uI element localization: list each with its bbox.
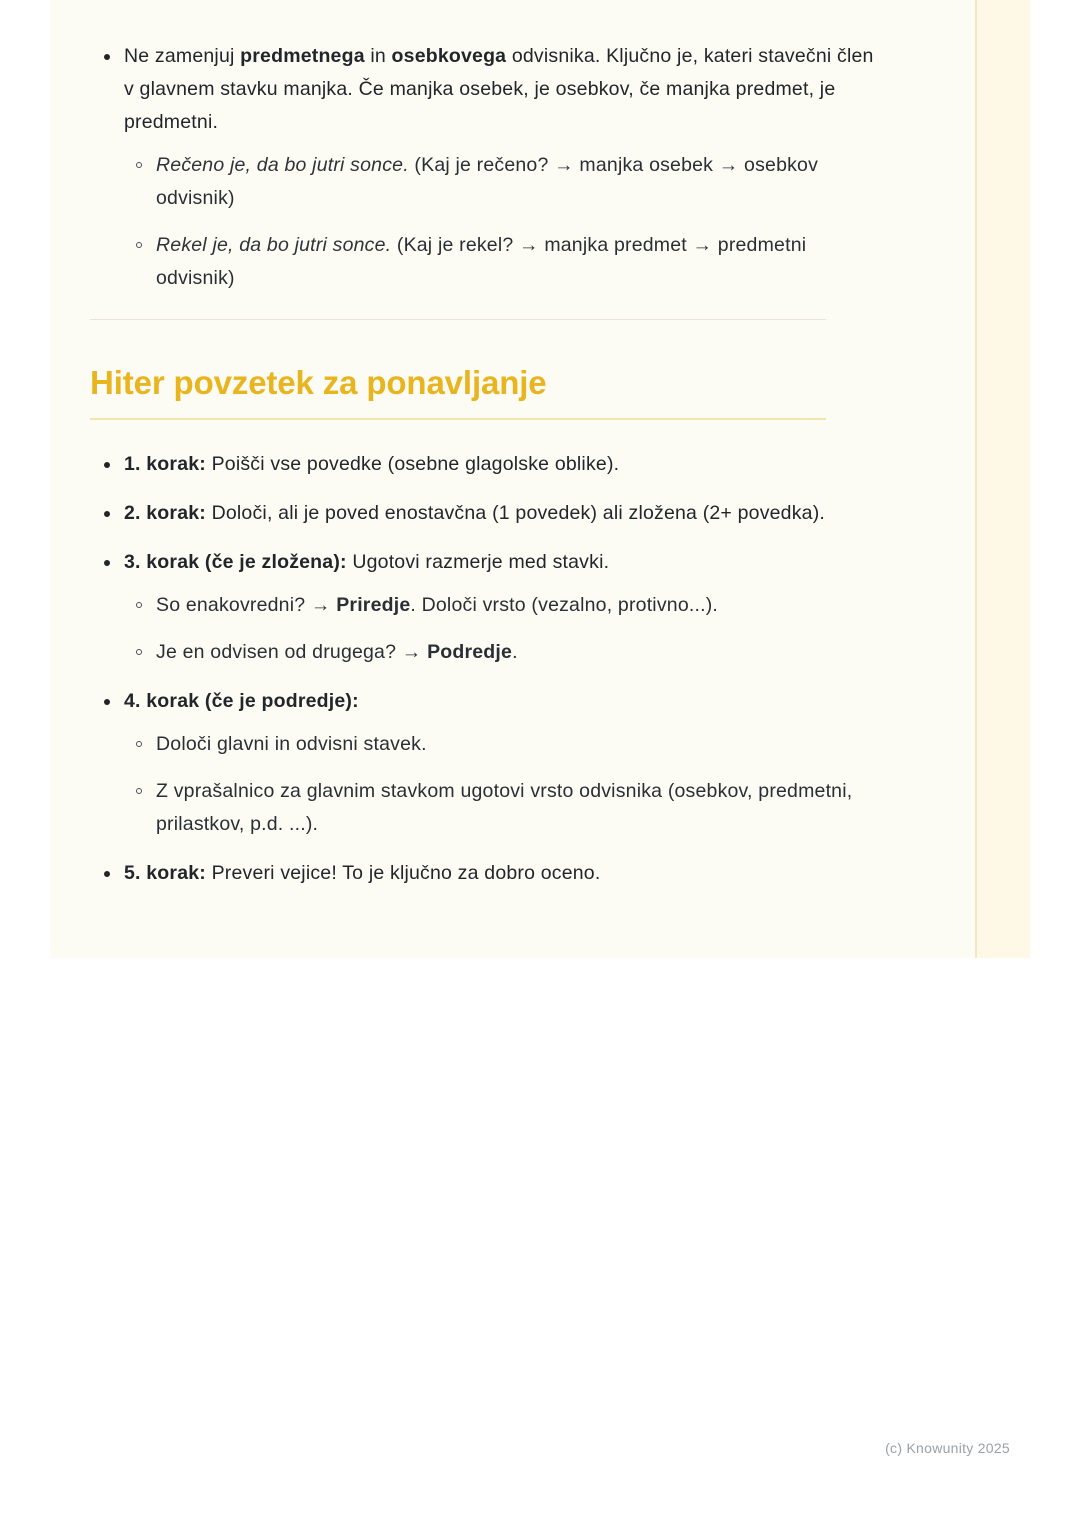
list-item bbox=[90, 685, 880, 841]
sub-bullet-list bbox=[124, 149, 880, 295]
text-run: Ugotovi razmerje med stavki. bbox=[346, 550, 610, 573]
bullet-marker bbox=[124, 551, 609, 573]
text-run: Določi glavni in odvisni stavek. bbox=[156, 732, 427, 755]
summary-bullet-list bbox=[90, 448, 880, 890]
bullet-marker bbox=[124, 690, 359, 712]
bullet-marker bbox=[124, 502, 825, 524]
sub-bullet-list bbox=[124, 589, 880, 669]
text-run: Ne zamenjuj bbox=[124, 45, 241, 67]
sub-list-item bbox=[124, 728, 880, 761]
sub-bullet-marker bbox=[156, 234, 806, 289]
list-item bbox=[90, 497, 880, 530]
emphasis-bold: 3. korak (če je zložena): bbox=[124, 550, 347, 573]
document-page-card bbox=[50, 0, 1030, 958]
bullet-marker bbox=[124, 453, 619, 475]
bullet-marker bbox=[124, 862, 600, 884]
emphasis-bold: Podredje bbox=[427, 640, 513, 663]
document-content bbox=[90, 40, 880, 906]
emphasis-italic: Rečeno je, da bo jutri sonce. bbox=[156, 154, 409, 176]
sub-list-item bbox=[124, 589, 880, 622]
emphasis-bold: Priredje bbox=[336, 593, 411, 616]
text-run: Preveri vejice! To je ključno za dobro oceno. bbox=[205, 861, 601, 884]
intro-bullet-list bbox=[90, 40, 880, 295]
text-run: So enakovredni? → bbox=[156, 593, 337, 616]
emphasis-bold: 2. korak: bbox=[124, 501, 206, 524]
text-run: . bbox=[512, 640, 518, 663]
list-item bbox=[90, 448, 880, 481]
text-run: Poišči vse povedke (osebne glagolske oblike). bbox=[205, 452, 620, 475]
sub-list-item bbox=[124, 149, 880, 215]
sub-bullet-marker bbox=[156, 154, 818, 209]
page-title: Hiter povzetek za ponavljanje bbox=[90, 364, 547, 401]
sub-bullet-marker bbox=[156, 594, 718, 616]
text-run: . Določi vrsto (vezalno, protivno...). bbox=[410, 593, 718, 616]
text-run: (Kaj je rekel? → manjka predmet → predmetni odvisnik) bbox=[156, 234, 807, 289]
sub-bullet-marker bbox=[156, 733, 427, 755]
list-item bbox=[90, 546, 880, 669]
list-item bbox=[90, 857, 880, 890]
page-right-accent-strip bbox=[975, 0, 1030, 958]
bullet-marker bbox=[124, 45, 874, 133]
emphasis-italic: Rekel je, da bo jutri sonce. bbox=[156, 234, 392, 256]
text-run: odvisnika. Ključno je, kateri stavečni člen v glavnem stavku manjka. Če manjka osebek, je osebkov, če manjka predmet, je predmetni. bbox=[124, 45, 874, 133]
text-run: Je en odvisen od drugega? → bbox=[156, 640, 428, 663]
sub-list-item bbox=[124, 636, 880, 669]
emphasis-bold: predmetnega bbox=[240, 45, 365, 67]
sub-bullet-marker bbox=[156, 780, 852, 835]
heading-underline bbox=[90, 418, 826, 420]
text-run: (Kaj je rečeno? → manjka osebek → osebkov odvisnik) bbox=[156, 154, 819, 209]
sub-bullet-list bbox=[124, 728, 880, 841]
emphasis-bold: osebkovega bbox=[391, 45, 507, 67]
text-run: in bbox=[364, 45, 392, 67]
sub-list-item bbox=[124, 775, 880, 841]
sub-bullet-marker bbox=[156, 641, 518, 663]
emphasis-bold: 5. korak: bbox=[124, 861, 206, 884]
copyright-footer: (c) Knowunity 2025 bbox=[885, 1440, 1010, 1456]
section-divider bbox=[90, 319, 826, 320]
sub-list-item bbox=[124, 229, 880, 295]
list-item bbox=[90, 40, 880, 295]
emphasis-bold: 1. korak: bbox=[124, 452, 206, 475]
text-run: Določi, ali je poved enostavčna (1 povedek) ali zložena (2+ povedka). bbox=[205, 501, 826, 524]
text-run: Z vprašalnico za glavnim stavkom ugotovi vrsto odvisnika (osebkov, predmetni, prilastkov, p.d. ...). bbox=[156, 779, 853, 835]
emphasis-bold: 4. korak (če je podredje): bbox=[124, 689, 359, 712]
